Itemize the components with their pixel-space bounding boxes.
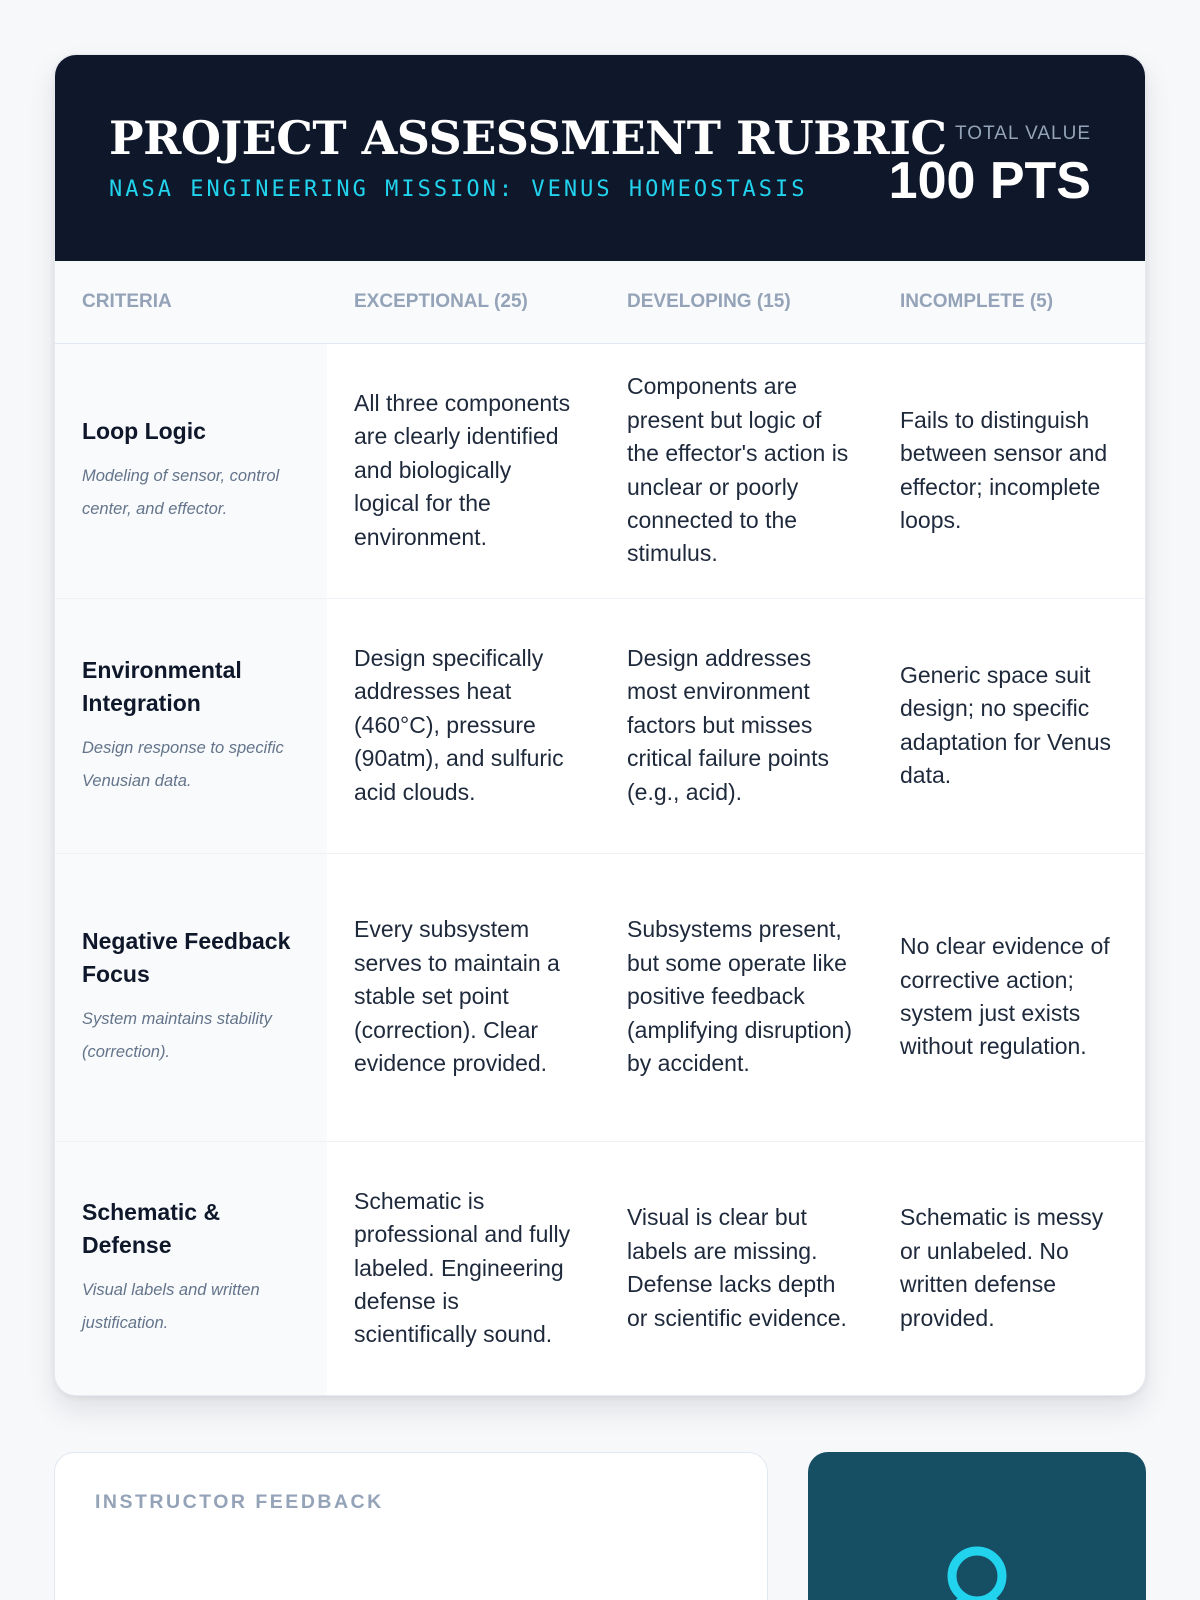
table-row (55, 853, 1145, 1141)
developing-cell (600, 853, 873, 1141)
rubric-table (55, 261, 1145, 1395)
incomplete-text: Fails to distinguish between sensor and effector; incomplete loops. (900, 406, 1108, 533)
column-header-criteria: CRITERIA (55, 261, 327, 343)
criteria-description: Design response to specific Venusian data. (82, 738, 284, 790)
developing-text: Subsystems present, but some operate like positive feedback (amplifying disruption) by accident. (627, 916, 852, 1077)
developing-cell (600, 598, 873, 853)
exceptional-cell (327, 598, 600, 853)
criteria-description: Visual labels and written justification. (82, 1281, 260, 1333)
developing-text: Design addresses most environment factors but misses critical failure points (e.g., acid). (627, 644, 829, 805)
badge-panel (808, 1452, 1146, 1600)
incomplete-cell (873, 1141, 1145, 1395)
page-title: PROJECT ASSESSMENT RUBRIC (109, 111, 947, 165)
criteria-name: Schematic & Defense (82, 1199, 221, 1259)
developing-text: Components are present but logic of the effector's action is unclear or poorly connected to the stimulus. (627, 373, 849, 567)
incomplete-text: Generic space suit design; no specific adaptation for Venus data. (900, 661, 1111, 788)
developing-text: Visual is clear but labels are missing. Defense lacks depth or scientific evidence. (627, 1204, 847, 1331)
incomplete-cell (873, 853, 1145, 1141)
criteria-cell (55, 343, 327, 598)
exceptional-text: Design specifically addresses heat (460°C), pressure (90atm), and sulfuric acid clouds. (354, 644, 564, 805)
exceptional-cell (327, 1141, 600, 1395)
column-header-exceptional: EXCEPTIONAL (25) (327, 261, 600, 343)
total-value: 100 PTS (888, 152, 1091, 210)
incomplete-text: No clear evidence of corrective action; system just exists without regulation. (900, 933, 1110, 1060)
incomplete-cell (873, 598, 1145, 853)
rubric-card (54, 54, 1146, 1396)
instructor-feedback-panel[interactable] (54, 1452, 768, 1600)
incomplete-text: Schematic is messy or unlabeled. No written defense provided. (900, 1204, 1104, 1331)
developing-cell (600, 343, 873, 598)
table-row (55, 1141, 1145, 1395)
criteria-name: Environmental Integration (82, 656, 242, 716)
exceptional-text: Every subsystem serves to maintain a stable set point (correction). Clear evidence provided. (354, 916, 560, 1077)
criteria-description: Modeling of sensor, control center, and effector. (82, 467, 280, 518)
column-header-developing: DEVELOPING (15) (600, 261, 873, 343)
exceptional-cell (327, 343, 600, 598)
criteria-name: Negative Feedback Focus (82, 928, 291, 987)
table-row (55, 343, 1145, 598)
developing-cell (600, 1141, 873, 1395)
total-value-label: TOTAL VALUE (955, 123, 1091, 144)
instructor-feedback-title: INSTRUCTOR FEEDBACK (95, 1491, 384, 1513)
table-header-row (55, 261, 1145, 343)
rubric-header (55, 55, 1145, 261)
page-subtitle: NASA ENGINEERING MISSION: VENUS HOMEOSTASIS (109, 177, 808, 202)
exceptional-cell (327, 853, 600, 1141)
incomplete-cell (873, 343, 1145, 598)
exceptional-text: Schematic is professional and fully labeled. Engineering defense is scientifically sound. (354, 1187, 571, 1348)
criteria-cell (55, 1141, 327, 1395)
award-ribbon-icon (938, 1544, 1016, 1600)
criteria-description: System maintains stability (correction). (82, 1010, 272, 1061)
criteria-cell (55, 598, 327, 853)
criteria-cell (55, 853, 327, 1141)
criteria-name: Loop Logic (82, 418, 206, 444)
column-header-incomplete: INCOMPLETE (5) (873, 261, 1145, 343)
exceptional-text: All three components are clearly identified and biologically logical for the environment. (354, 389, 571, 550)
table-row (55, 598, 1145, 853)
